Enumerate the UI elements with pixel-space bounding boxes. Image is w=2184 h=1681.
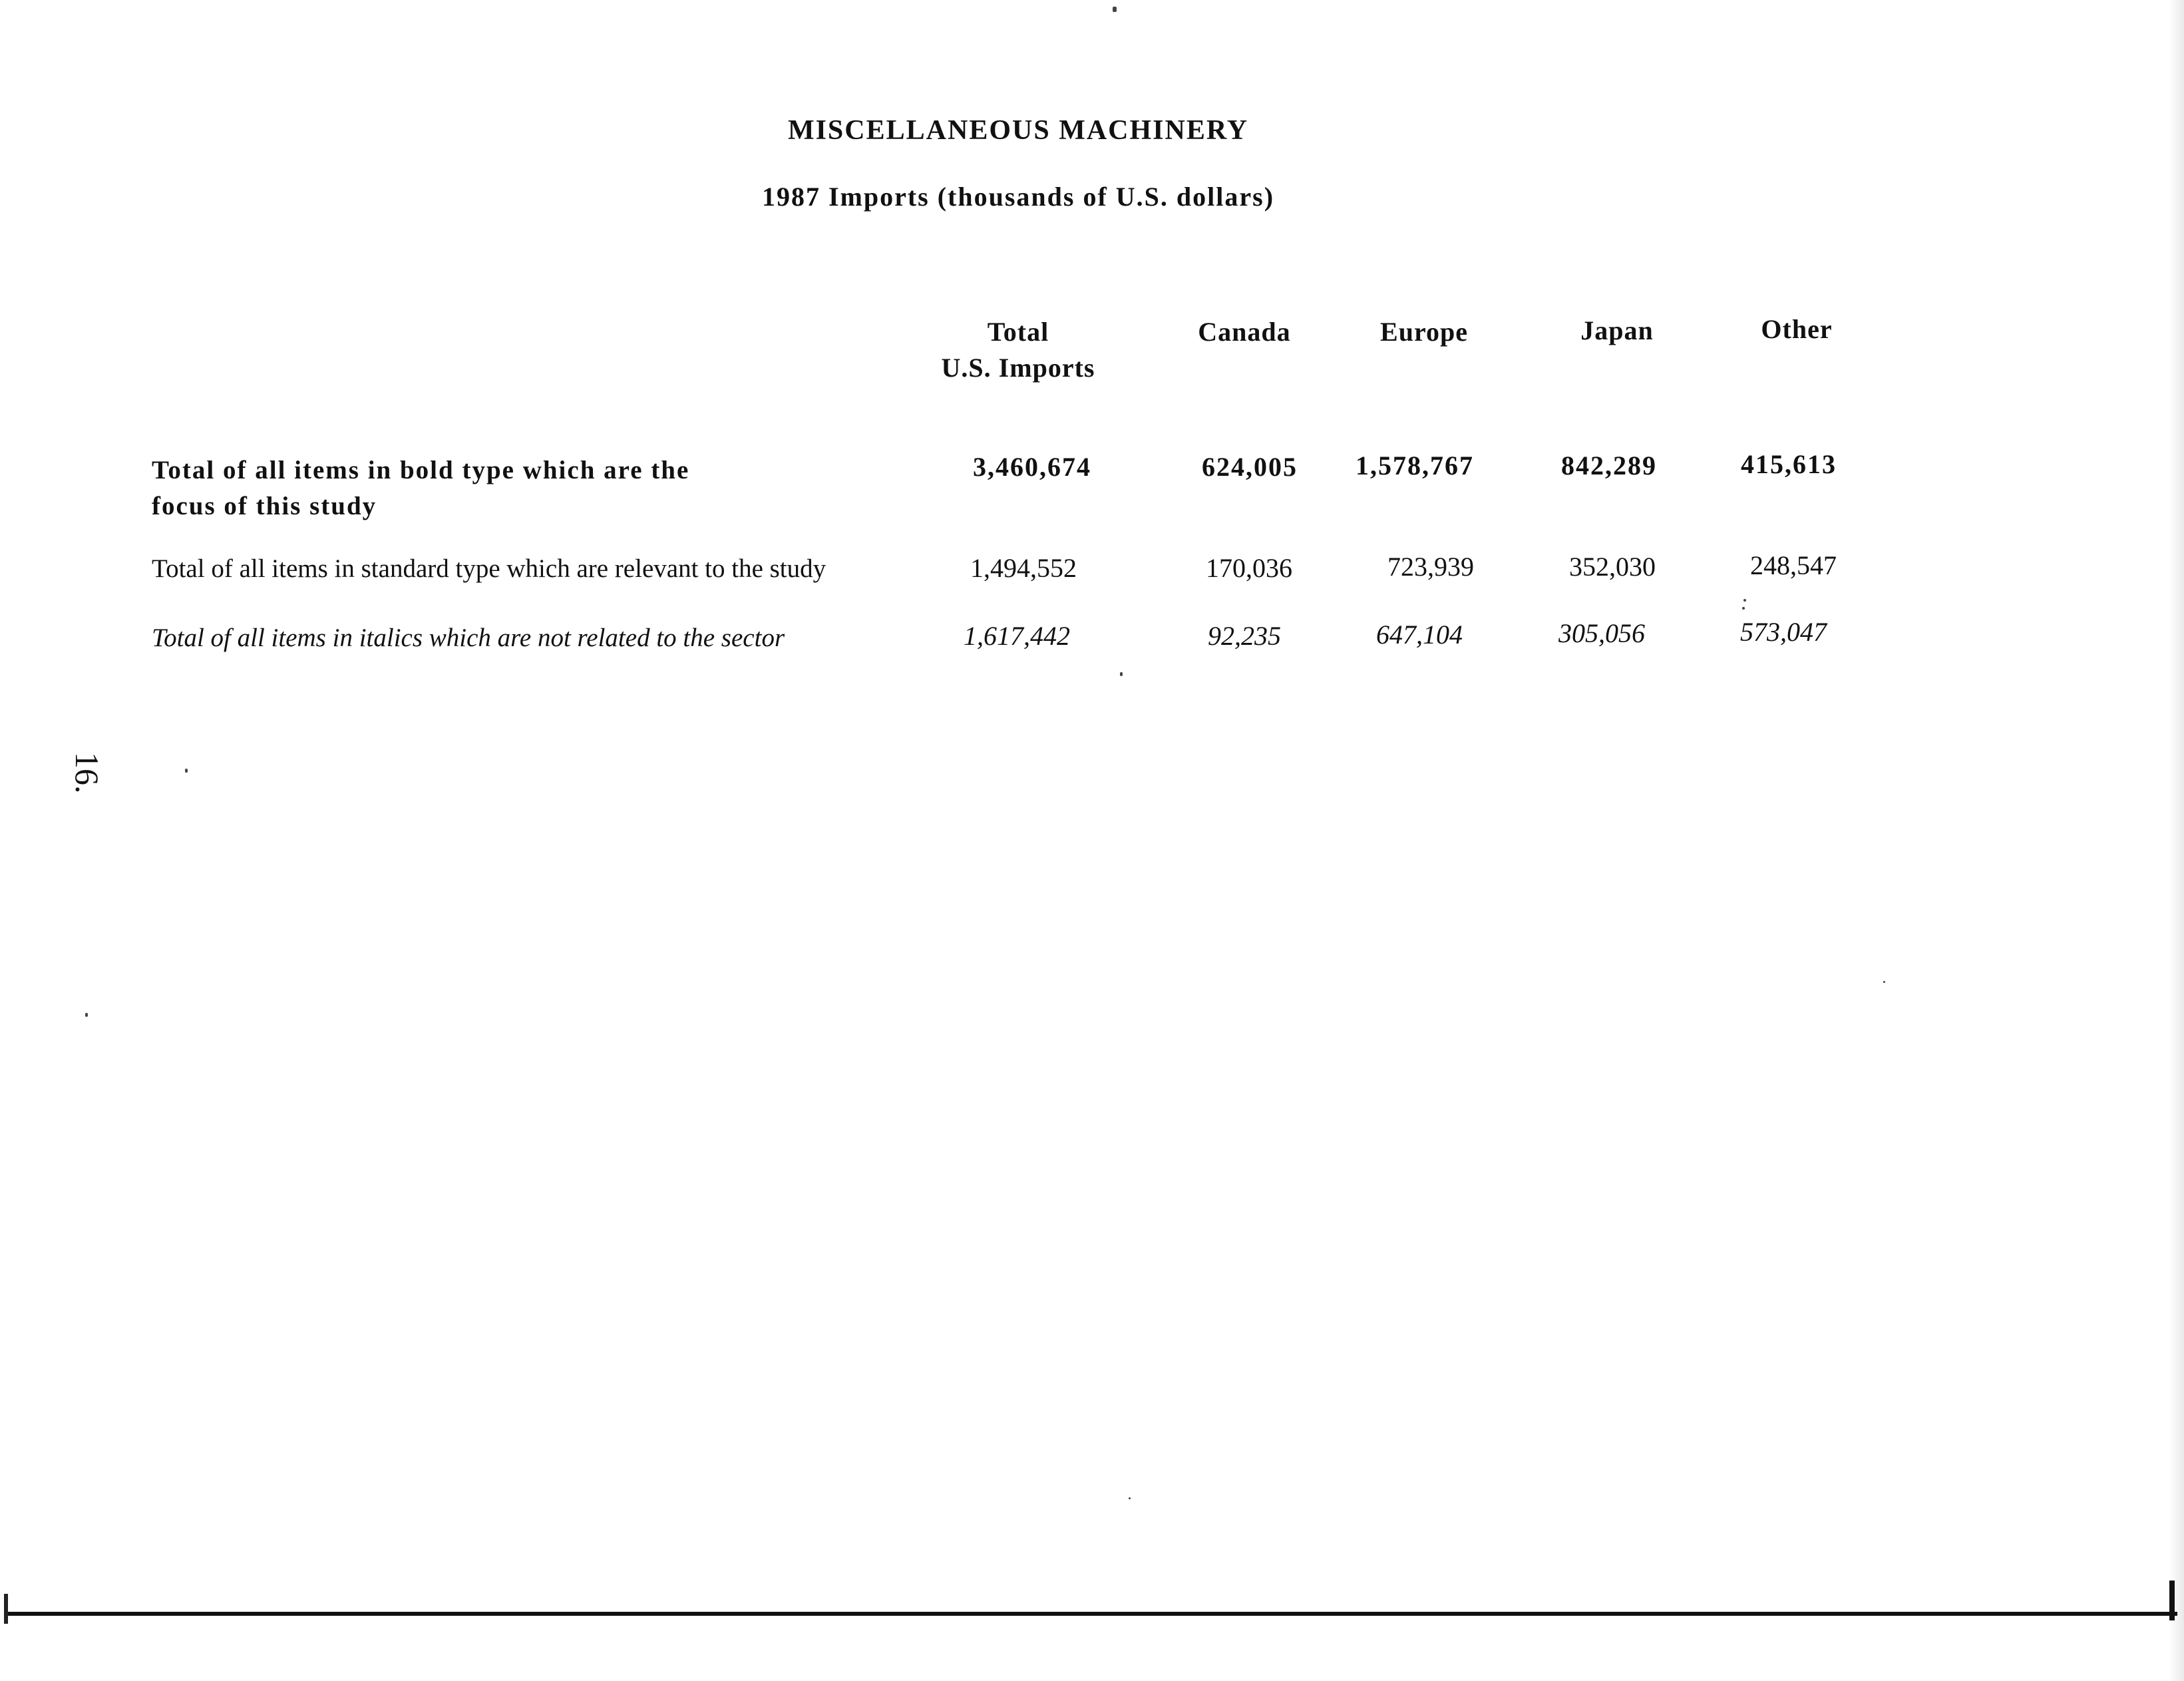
scan-speck <box>1129 1497 1131 1499</box>
cell-standard-canada: 170,036 <box>1206 553 1292 583</box>
row-label-italic-items: Total of all items in italics which are not related to the sector <box>152 624 785 652</box>
column-header-japan: Japan <box>1580 315 1654 345</box>
column-header-other: Other <box>1761 314 1833 344</box>
row-label-bold-items <box>152 453 804 524</box>
scan-speck <box>1883 981 1885 983</box>
column-header-total-us-imports <box>912 314 1125 386</box>
scan-speck <box>1743 599 1746 602</box>
scan-speck <box>1113 7 1117 12</box>
row-label-line1: Total of all items in bold type which are the <box>152 456 690 484</box>
cell-italic-europe: 647,104 <box>1376 620 1463 650</box>
cell-bold-total: 3,460,674 <box>973 452 1091 482</box>
bottom-rule-right-cap <box>2169 1581 2175 1620</box>
document-title: MISCELLANEOUS MACHINERY <box>787 115 1249 146</box>
cell-bold-other: 415,613 <box>1741 449 1837 479</box>
cell-italic-total: 1,617,442 <box>964 621 1070 651</box>
cell-standard-japan: 352,030 <box>1569 552 1656 582</box>
cell-italic-japan: 305,056 <box>1558 618 1645 648</box>
column-header-canada: Canada <box>1198 317 1291 347</box>
page-number: 16. <box>69 752 106 794</box>
scan-speck <box>185 769 188 773</box>
cell-italic-other: 573,047 <box>1740 617 1827 647</box>
column-header-line2: U.S. Imports <box>941 353 1095 383</box>
cell-bold-japan: 842,289 <box>1561 451 1657 480</box>
column-header-line1: Total <box>987 317 1049 347</box>
row-label-standard-items: Total of all items in standard type which are relevant to the study <box>152 554 826 583</box>
page-edge-shadow <box>2169 0 2184 1681</box>
column-header-europe: Europe <box>1380 317 1468 347</box>
scan-speck <box>1742 607 1745 610</box>
document-subtitle: 1987 Imports (thousands of U.S. dollars) <box>761 182 1275 212</box>
cell-bold-canada: 624,005 <box>1202 452 1298 482</box>
cell-bold-europe: 1,578,767 <box>1356 451 1474 480</box>
cell-standard-total: 1,494,552 <box>970 553 1077 583</box>
bottom-rule-left-cap <box>4 1594 8 1624</box>
row-label-line2: focus of this study <box>152 492 377 520</box>
scan-speck <box>85 1013 88 1017</box>
cell-italic-canada: 92,235 <box>1208 621 1281 651</box>
cell-standard-other: 248,547 <box>1750 550 1837 580</box>
scan-speck <box>1120 672 1123 676</box>
bottom-rule-line <box>7 1612 2177 1616</box>
cell-standard-europe: 723,939 <box>1387 552 1474 582</box>
